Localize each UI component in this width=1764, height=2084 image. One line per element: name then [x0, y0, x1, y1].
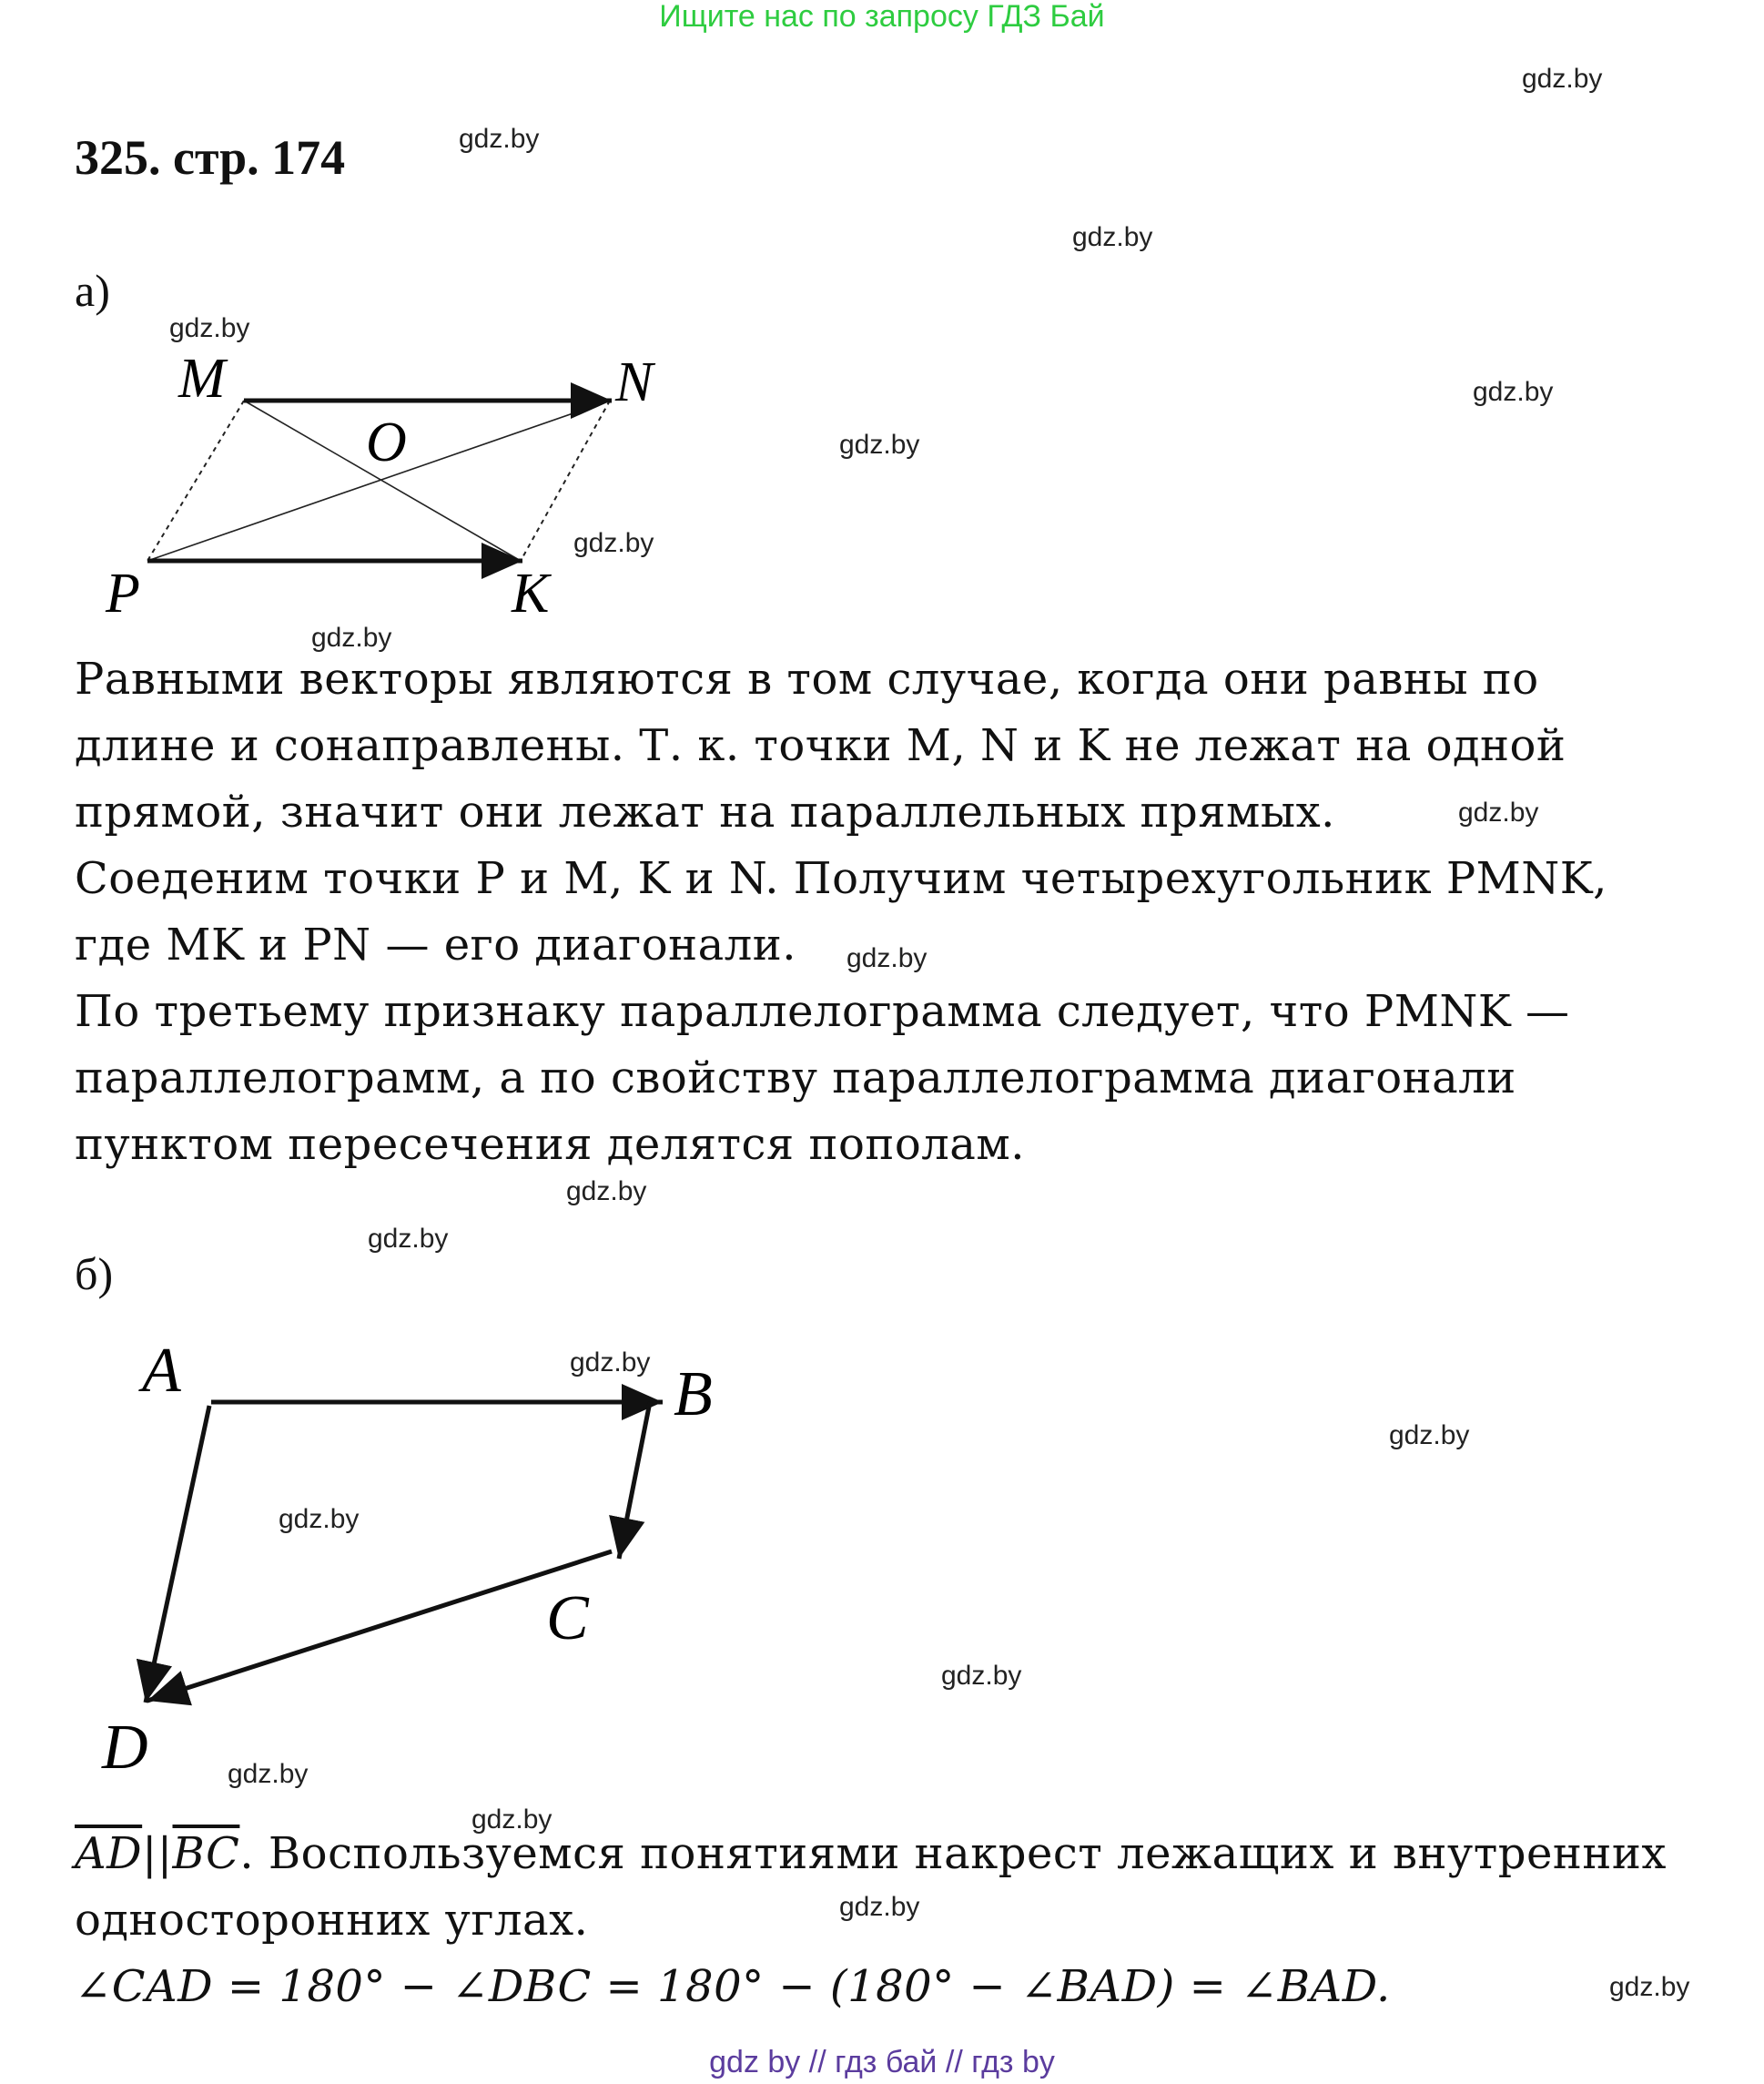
footer-links[interactable]: gdz by // гдз бай // гдз by [709, 2045, 1055, 2079]
watermark: gdz.by [1522, 64, 1603, 94]
angle-equation: ∠CAD = 180° − ∠DBC = 180° − (180° − ∠BAD) = ∠BAD. [75, 1961, 1391, 2012]
text-line: Соеденим точки P и M, K и N. Получим четырехугольник PMNK, [75, 853, 1607, 904]
watermark: gdz.by [839, 1892, 920, 1922]
side-mp [147, 401, 244, 561]
point-label-b: B [674, 1359, 713, 1429]
watermark: gdz.by [1458, 798, 1539, 828]
parallelogram-pmnk-figure [0, 337, 710, 637]
watermark: gdz.by [228, 1759, 309, 1789]
watermark: gdz.by [1609, 1972, 1690, 2002]
watermark: gdz.by [471, 1804, 553, 1835]
text-line: односторонних углах. [75, 1895, 589, 1946]
watermark: gdz.by [1473, 377, 1554, 407]
vector-ad-label: $\overline{AD}$ [75, 1828, 143, 1879]
point-label-a: A [142, 1336, 181, 1406]
watermark: gdz.by [459, 124, 540, 154]
text-line: прямой, значит они лежат на параллельных прямых. [75, 787, 1335, 838]
watermark: gdz.by [169, 313, 250, 343]
watermark: gdz.by [839, 430, 920, 460]
point-label-c: C [546, 1583, 589, 1653]
vector-bc-label: $\overline{BC}$ [172, 1828, 240, 1879]
quadrilateral-abcd-figure [0, 1311, 819, 1803]
text-line: длине и сонаправлены. Т. к. точки M, N и K не лежат на одной [75, 720, 1566, 771]
part-b-text [75, 1821, 1713, 2020]
text-fragment: . Воспользуемся понятиями накрест лежащих и внутренних [239, 1828, 1667, 1879]
text-line: где MK и PN — его диагонали. [75, 920, 796, 971]
point-label-m: M [178, 348, 226, 410]
point-label-p: P [106, 563, 140, 625]
watermark: gdz.by [847, 943, 928, 973]
watermark: gdz.by [279, 1504, 360, 1534]
watermark: gdz.by [311, 623, 392, 653]
vector-ad [146, 1406, 209, 1703]
vector-cd [147, 1551, 612, 1701]
page-title: 325. стр. 174 [75, 130, 346, 185]
text-line [75, 1821, 1713, 1887]
parallel-symbol: || [142, 1828, 173, 1879]
header-search-hint[interactable]: Ищите нас по запросу ГДЗ Бай [659, 0, 1105, 34]
part-a-text [75, 646, 1713, 1178]
watermark: gdz.by [566, 1176, 647, 1206]
vector-bc [619, 1402, 650, 1559]
watermark: gdz.by [1072, 222, 1153, 252]
point-label-o: O [366, 412, 407, 473]
part-b-label: б) [75, 1248, 114, 1299]
point-label-n: N [615, 351, 654, 413]
part-a-label: а) [75, 265, 110, 316]
watermark: gdz.by [573, 528, 654, 558]
watermark: gdz.by [368, 1224, 449, 1254]
text-line: Равными векторы являются в том случае, когда они равны по [75, 654, 1539, 705]
watermark: gdz.by [941, 1661, 1022, 1691]
point-label-d: D [102, 1713, 148, 1783]
watermark: gdz.by [1389, 1420, 1470, 1450]
text-line: параллелограмм, а по свойству параллелограмма диагонали [75, 1052, 1516, 1103]
side-nk [521, 401, 610, 561]
text-line: пунктом пересечения делятся пополам. [75, 1119, 1025, 1170]
watermark: gdz.by [570, 1347, 651, 1377]
point-label-k: K [512, 563, 550, 625]
text-line: По третьему признаку параллелограмма следует, что PMNK — [75, 986, 1570, 1037]
